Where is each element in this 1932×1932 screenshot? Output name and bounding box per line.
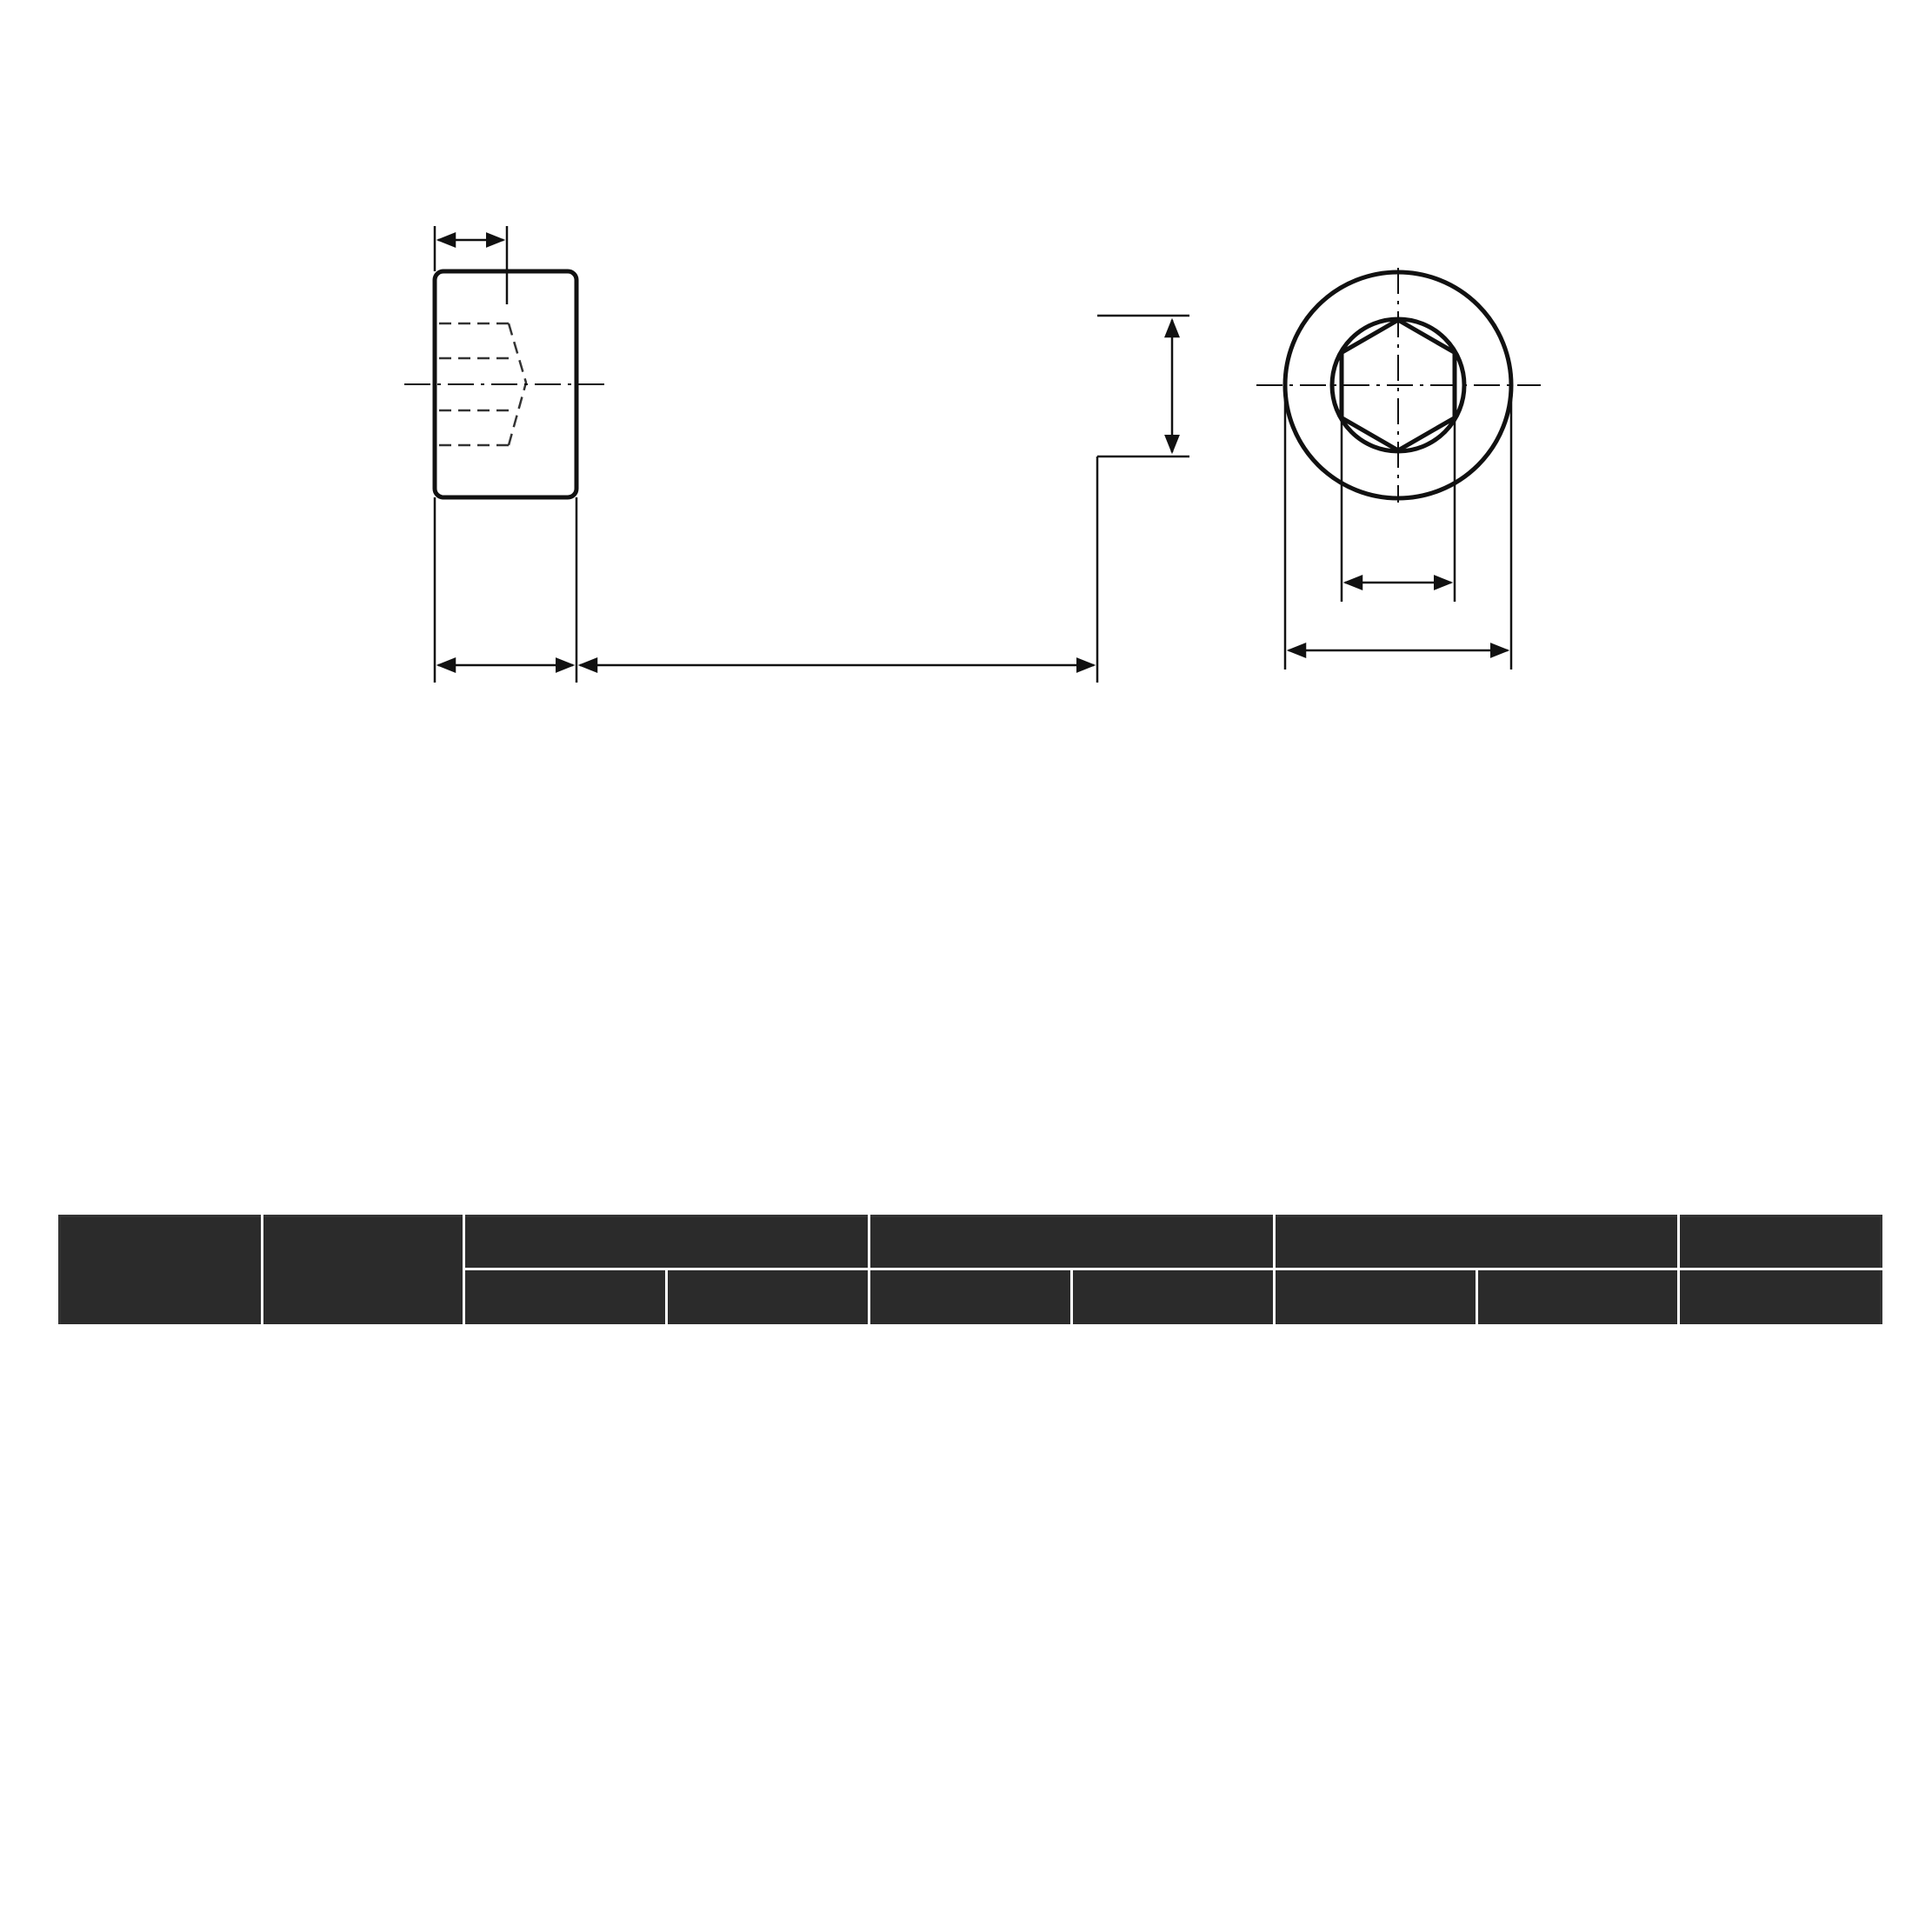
- end-view-center-lines: [1256, 268, 1541, 503]
- legend-row-1: [0, 755, 1932, 807]
- header-s-max: [1275, 1269, 1477, 1326]
- screw-technical-drawing: [0, 0, 1932, 696]
- legend-item-k: [1276, 755, 1286, 795]
- dimension-dk: [1285, 385, 1511, 670]
- header-nominal-diameter: [60, 1216, 263, 1326]
- header-dk-min: [667, 1269, 869, 1326]
- header-group-k: [869, 1216, 1275, 1269]
- header-group-dk: [464, 1216, 869, 1269]
- legend-item-d: [298, 755, 309, 795]
- header-pitch: [263, 1216, 464, 1326]
- header-k-min: [1072, 1269, 1275, 1326]
- legend-item-s: [807, 876, 817, 916]
- legend-row-2: [0, 876, 1932, 929]
- dimension-k-L: [435, 456, 1097, 683]
- legend-item-t: [1298, 876, 1309, 916]
- header-t-min: [1679, 1269, 1882, 1326]
- dimension-t: [435, 226, 507, 304]
- legend-item-dk: [274, 876, 284, 916]
- header-dk-max: [464, 1269, 667, 1326]
- legend-item-L: [798, 755, 809, 795]
- header-s-min: [1477, 1269, 1679, 1326]
- header-k-max: [869, 1269, 1072, 1326]
- dimension-spec-table: [58, 1215, 1882, 1327]
- header-group-t: [1679, 1216, 1882, 1269]
- dimension-d: [1097, 316, 1189, 456]
- header-group-s: [1275, 1216, 1679, 1269]
